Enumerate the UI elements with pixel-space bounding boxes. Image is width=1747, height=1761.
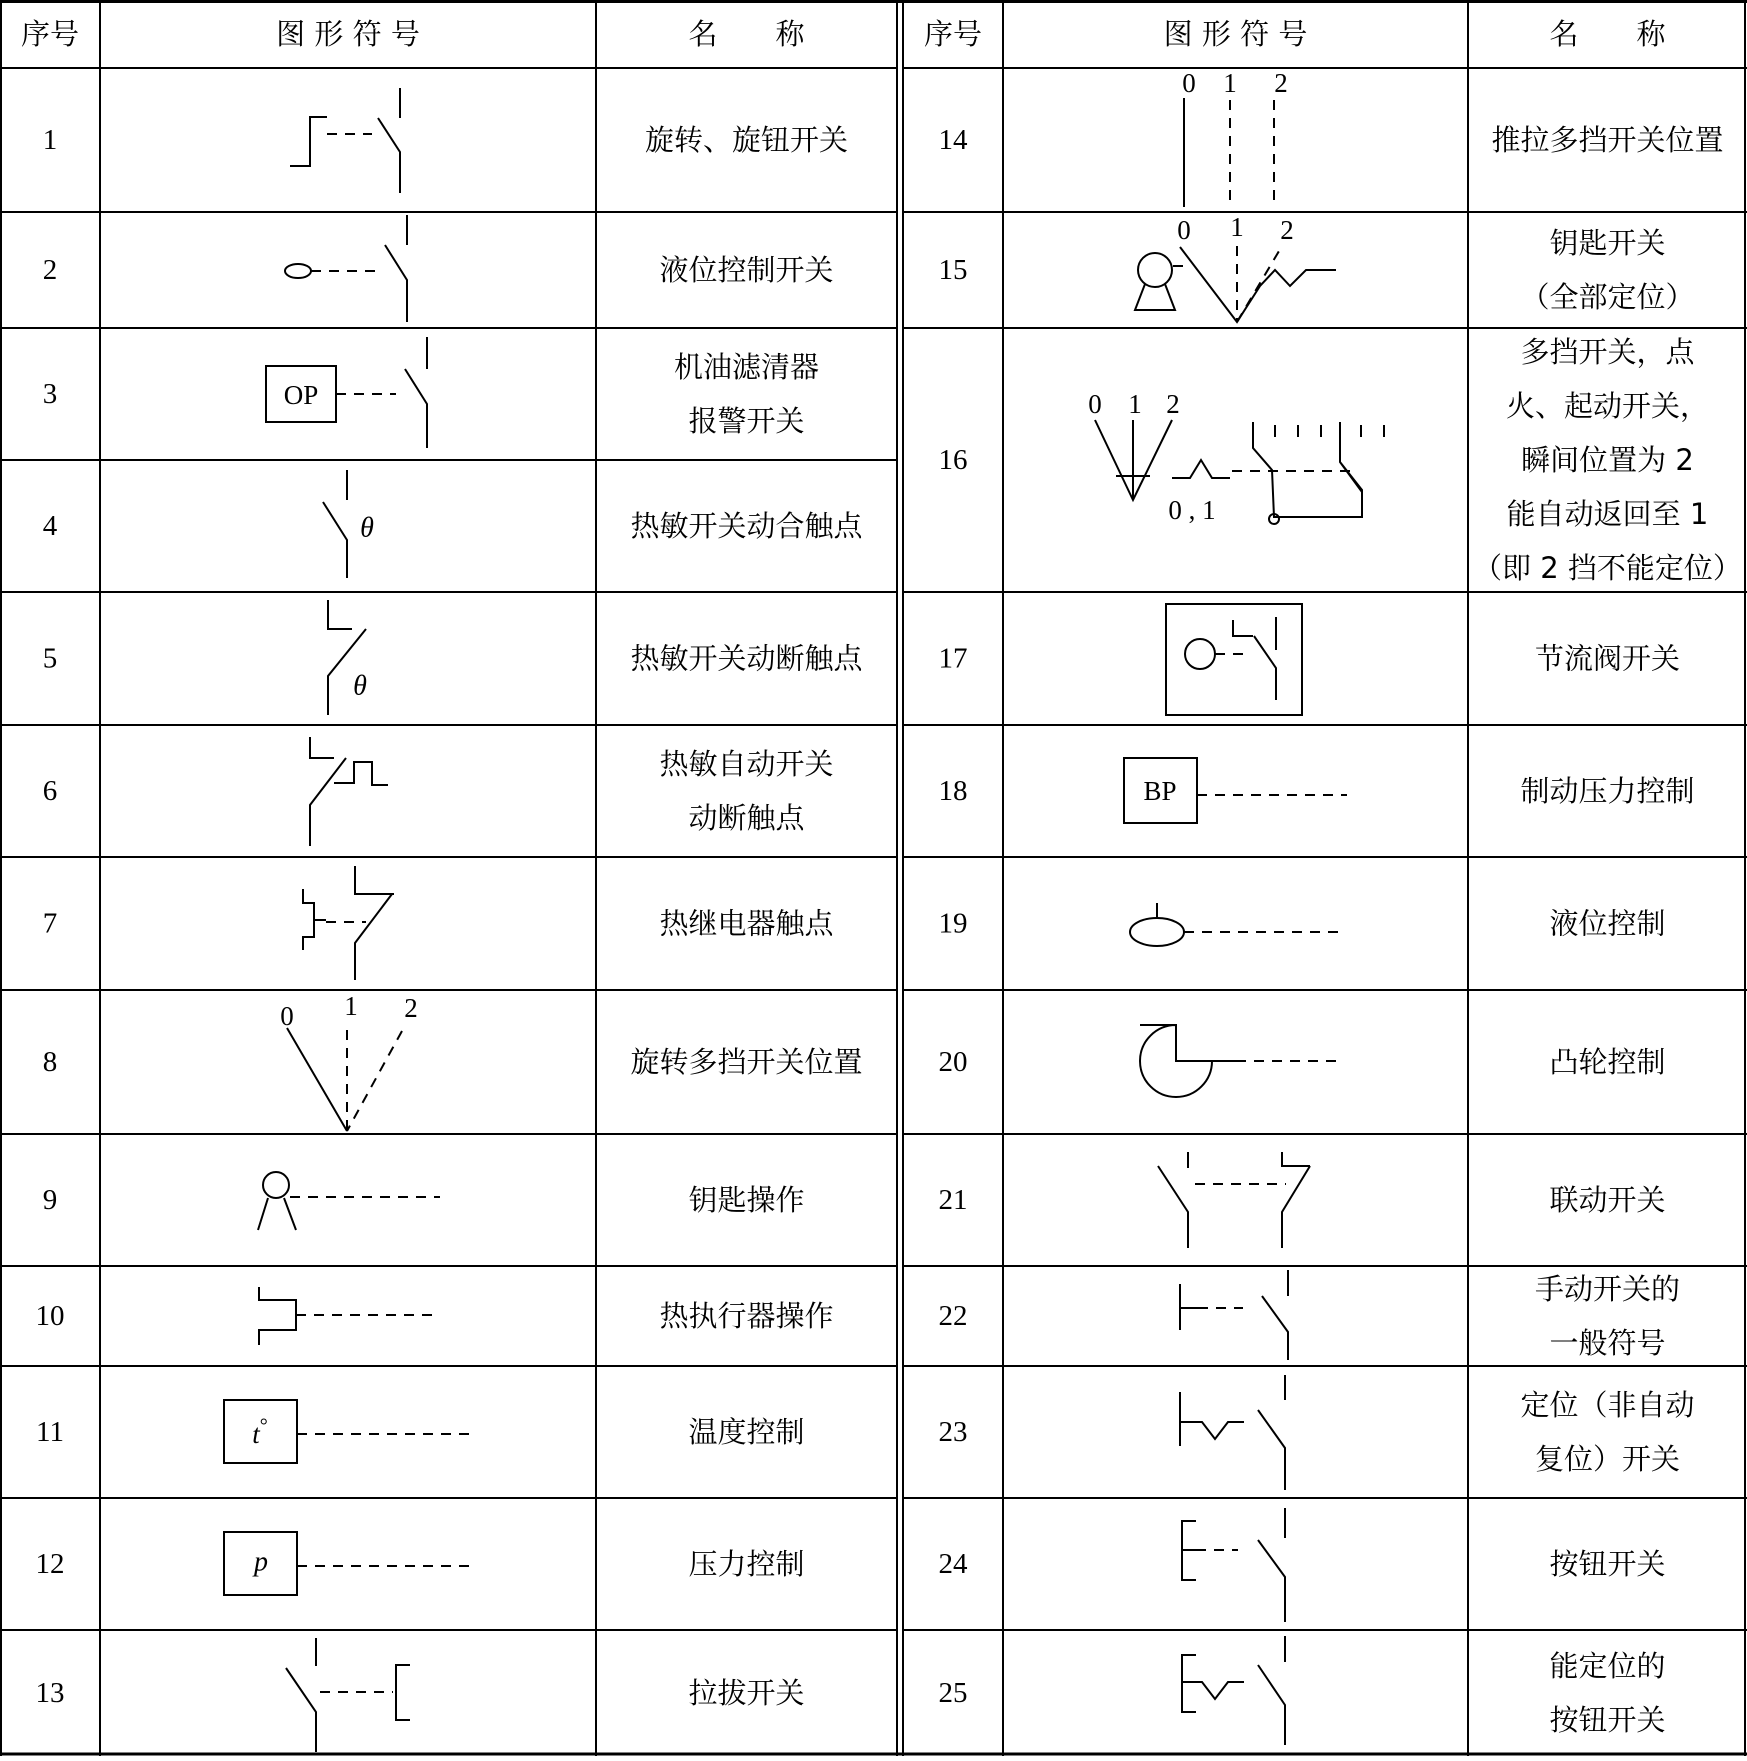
- row-no: 3: [42, 378, 58, 410]
- switch-contact: [1258, 1375, 1285, 1490]
- pos-2-label: 2: [1274, 68, 1288, 98]
- p-label: p: [254, 1546, 268, 1578]
- contact-a: [1158, 1152, 1188, 1248]
- row-no: 20: [938, 1046, 968, 1078]
- key-switch-line: [1173, 247, 1336, 322]
- valve-circle: [1185, 639, 1215, 669]
- theta-label: θ: [360, 512, 374, 544]
- thermal-relay-actuator: [303, 889, 326, 950]
- row-name: 制动压力控制: [1520, 774, 1695, 808]
- thermal-auto-contact: [310, 758, 346, 846]
- key-legs: [258, 1198, 296, 1230]
- row-no: 1: [42, 124, 58, 156]
- row-name: 压力控制: [688, 1547, 805, 1581]
- degree-sign: °: [259, 1415, 268, 1437]
- row-name: 旋转、旋钮开关: [644, 123, 849, 157]
- theta-label: θ: [353, 670, 367, 702]
- row-name: 机油滤清器: [673, 350, 820, 384]
- pos-1-label: 1: [1128, 389, 1142, 419]
- row-no: 13: [35, 1677, 65, 1709]
- row-no: 18: [938, 775, 968, 807]
- row-name: 热敏开关动合触点: [630, 509, 863, 543]
- row-no: 7: [42, 907, 58, 940]
- thermal-auto-actuator: [310, 737, 388, 785]
- thermal-no-contact: [323, 470, 347, 578]
- rotary-positions: [1095, 420, 1172, 500]
- header-symbol: 图 形 符 号: [276, 17, 420, 51]
- row-no: 11: [36, 1416, 64, 1448]
- row-no: 10: [35, 1300, 65, 1332]
- pos-0-label: 0: [1182, 68, 1196, 98]
- detent-button-actuator: [1182, 1655, 1244, 1712]
- throttle-contact: [1233, 617, 1276, 700]
- t-label: [252, 1415, 268, 1449]
- switch-contact: [1258, 1508, 1285, 1622]
- switch-contact: [405, 337, 427, 448]
- row-no: 4: [42, 510, 58, 542]
- row-name: 凸轮控制: [1549, 1045, 1666, 1079]
- float-icon: [285, 264, 311, 278]
- thermal-relay-contact: [355, 866, 394, 980]
- row-no: 23: [938, 1416, 968, 1448]
- header-symbol: 图 形 符 号: [1163, 17, 1308, 51]
- header-no: 序号: [20, 17, 80, 51]
- row-name: 报警开关: [688, 404, 805, 438]
- row-name: （即 2 挡不能定位）: [1473, 551, 1742, 585]
- row-name: 联动开关: [1549, 1183, 1666, 1217]
- row-name: 动断触点: [688, 801, 805, 835]
- row-name: 热敏开关动断触点: [630, 641, 863, 676]
- row-no: 2: [42, 254, 58, 286]
- row-name: 定位（非自动: [1520, 1388, 1695, 1422]
- detent-actuator: [1180, 1392, 1244, 1446]
- pos-0-label: 0: [280, 1001, 294, 1031]
- contact-b: [1282, 1152, 1310, 1248]
- float-icon: [1130, 918, 1184, 946]
- row-name: 热敏自动开关: [659, 747, 834, 781]
- row-name: 节流阀开关: [1534, 641, 1681, 676]
- rotary-actuator: [290, 117, 327, 166]
- row-no: 17: [938, 642, 968, 675]
- row-name: 按钮开关: [1549, 1703, 1666, 1737]
- pos-0-label: 0: [1088, 389, 1102, 419]
- row-no: 25: [938, 1677, 968, 1709]
- switch-contacts: [1253, 422, 1362, 517]
- row-name: 一般符号: [1549, 1326, 1666, 1360]
- detent-line: [1172, 460, 1230, 478]
- pos-0-label: 0: [1177, 215, 1191, 245]
- manual-actuator: [1180, 1284, 1198, 1330]
- row-name: 火、起动开关，: [1505, 389, 1710, 423]
- switch-contact: [378, 88, 400, 193]
- position-0-line: [287, 1028, 347, 1131]
- thermal-actuator: [259, 1287, 296, 1345]
- switch-contact: [1262, 1270, 1288, 1360]
- row-no: 22: [938, 1300, 968, 1332]
- pos-1-label: 1: [1230, 212, 1244, 242]
- header-name: 名 称: [688, 17, 805, 51]
- row-name: 复位）开关: [1534, 1442, 1681, 1476]
- row-no: 19: [938, 907, 968, 940]
- bp-label: BP: [1143, 776, 1177, 806]
- row-no: 12: [35, 1548, 65, 1580]
- key-icon: [1138, 253, 1172, 287]
- row-name: 能定位的: [1549, 1649, 1666, 1683]
- row-name: 钥匙开关: [1549, 226, 1666, 260]
- cam-shape: [1140, 1025, 1212, 1097]
- row-name: 手动开关的: [1534, 1272, 1681, 1306]
- op-label: OP: [283, 380, 319, 410]
- row-name: 瞬间位置为 2: [1521, 443, 1694, 477]
- key-icon: [263, 1172, 289, 1198]
- table-header-row: [21, 17, 1667, 51]
- pull-actuator: [396, 1665, 410, 1720]
- row-no: 24: [938, 1548, 968, 1580]
- pull-switch-contact: [286, 1638, 316, 1752]
- row-no: 6: [42, 775, 58, 807]
- row-name: 热执行器操作: [659, 1299, 834, 1333]
- switch-contact: [1258, 1636, 1285, 1745]
- row-name: 按钮开关: [1549, 1547, 1666, 1581]
- row-name: 液位控制开关: [659, 253, 834, 287]
- switch-contact: [385, 215, 407, 322]
- row-name: 钥匙操作: [688, 1183, 805, 1217]
- position-2-line: [347, 1031, 402, 1131]
- button-actuator: [1182, 1521, 1196, 1580]
- row-no: 14: [938, 124, 968, 156]
- header-no: 序号: [923, 17, 983, 51]
- row-no: 9: [42, 1184, 58, 1216]
- header-name: 名 称: [1549, 17, 1666, 51]
- pos-01-label: 0 , 1: [1168, 495, 1216, 525]
- pos-1-label: 1: [344, 991, 358, 1021]
- row-no: 15: [938, 254, 968, 286]
- pos-1-label: 1: [1223, 68, 1237, 98]
- row-name: 热继电器触点: [659, 906, 834, 941]
- row-no: 5: [42, 642, 58, 675]
- row-name: 能自动返回至 1: [1506, 497, 1709, 531]
- row-name: 温度控制: [688, 1415, 805, 1449]
- t-letter: t: [252, 1419, 260, 1449]
- row-name: 液位控制: [1549, 906, 1666, 941]
- row-no: 16: [938, 444, 968, 476]
- row-name: 旋转多挡开关位置: [630, 1045, 863, 1079]
- pos-2-label: 2: [1166, 389, 1180, 419]
- contact-ticks: [1275, 425, 1321, 437]
- contact-ticks: [1361, 425, 1384, 437]
- row-name: 拉拔开关: [688, 1676, 805, 1710]
- row-no: 8: [42, 1046, 58, 1078]
- pos-2-label: 2: [1280, 215, 1294, 245]
- row-name: 多挡开关，点: [1520, 335, 1695, 369]
- row-name: 推拉多挡开关位置: [1491, 123, 1724, 157]
- pos-2-label: 2: [404, 993, 418, 1023]
- row-no: 21: [938, 1184, 968, 1216]
- row-name: （全部定位）: [1520, 280, 1695, 314]
